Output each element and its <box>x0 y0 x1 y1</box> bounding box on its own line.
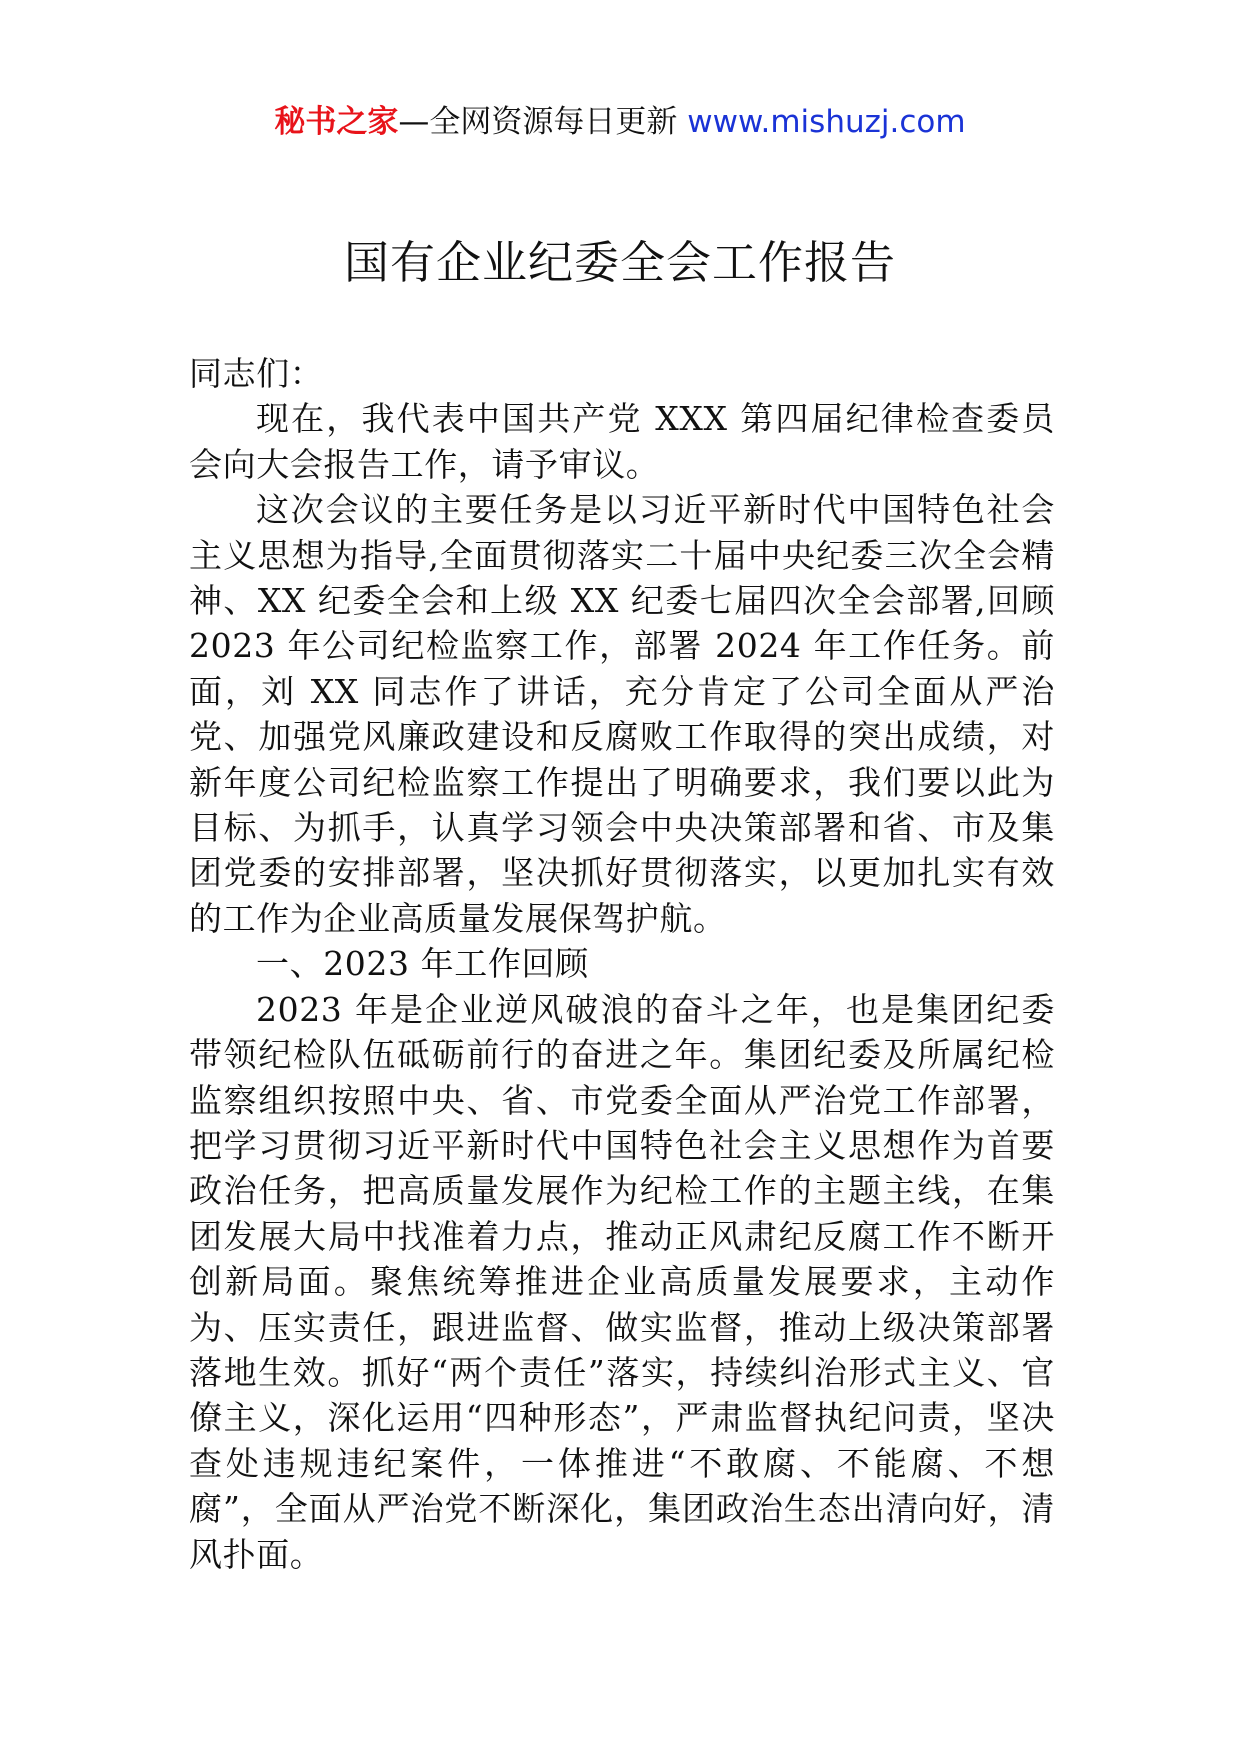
document-body <box>189 351 1055 1577</box>
section-heading: 一、2023 年工作回顾 <box>256 944 589 984</box>
banner-tagline: —全网资源每日更新 <box>398 104 688 140</box>
paragraph-meeting-task: 这次会议的主要任务是以习近平新时代中国特色社会主义思想为指导,全面贯彻落实二十届中央纪委三次全会精神、XX 纪委全会和上级 XX 纪委七届四次全会部署,回顾 2023 年公司纪检监察工作，部署 2024 年工作任务。前面，刘 XX 同志作了讲话，充分肯定了公司全面从严治党、加强党风廉政建设和反腐败工作取得的突出成绩，对新年度公司纪检监察工作提出了明确要求，我们要以此为目标、为抓手，认真学习领会中央决策部署和省、市及集团党委的安排部署，坚决抓好贯彻落实，以更加扎实有效的工作为企业高质量发展保驾护航。 <box>189 490 1055 938</box>
paragraph-review: 2023 年是企业逆风破浪的奋斗之年，也是集团纪委带领纪检队伍砥砺前行的奋进之年。集团纪委及所属纪检监察组织按照中央、省、市党委全面从严治党工作部署，把学习贯彻习近平新时代中国特色社会主义思想作为首要政治任务，把高质量发展作为纪检工作的主题主线，在集团发展大局中找准着力点，推动正风肃纪反腐工作不断开创新局面。聚焦统筹推进企业高质量发展要求，主动作为、压实责任，跟进监督、做实监督，推动上级决策部署落地生效。抓好“两个责任”落实，持续纠治形式主义、官僚主义，深化运用“四种形态”，严肃监督执纪问责，坚决查处违规违纪案件，一体推进“不敢腐、不能腐、不想腐”，全面从严治党不断深化，集团政治生态出清向好，清风扑面。 <box>189 989 1055 1574</box>
document-title: 国有企业纪委全会工作报告 <box>343 236 896 289</box>
paragraph-intro: 现在，我代表中国共产党 XXX 第四届纪律检查委员会向大会报告工作，请予审议。 <box>189 399 1055 484</box>
site-url-link[interactable]: www.mishuzj.com <box>687 104 966 140</box>
site-banner <box>0 100 1240 144</box>
brand-name: 秘书之家 <box>274 104 399 140</box>
salutation: 同志们： <box>189 354 324 393</box>
